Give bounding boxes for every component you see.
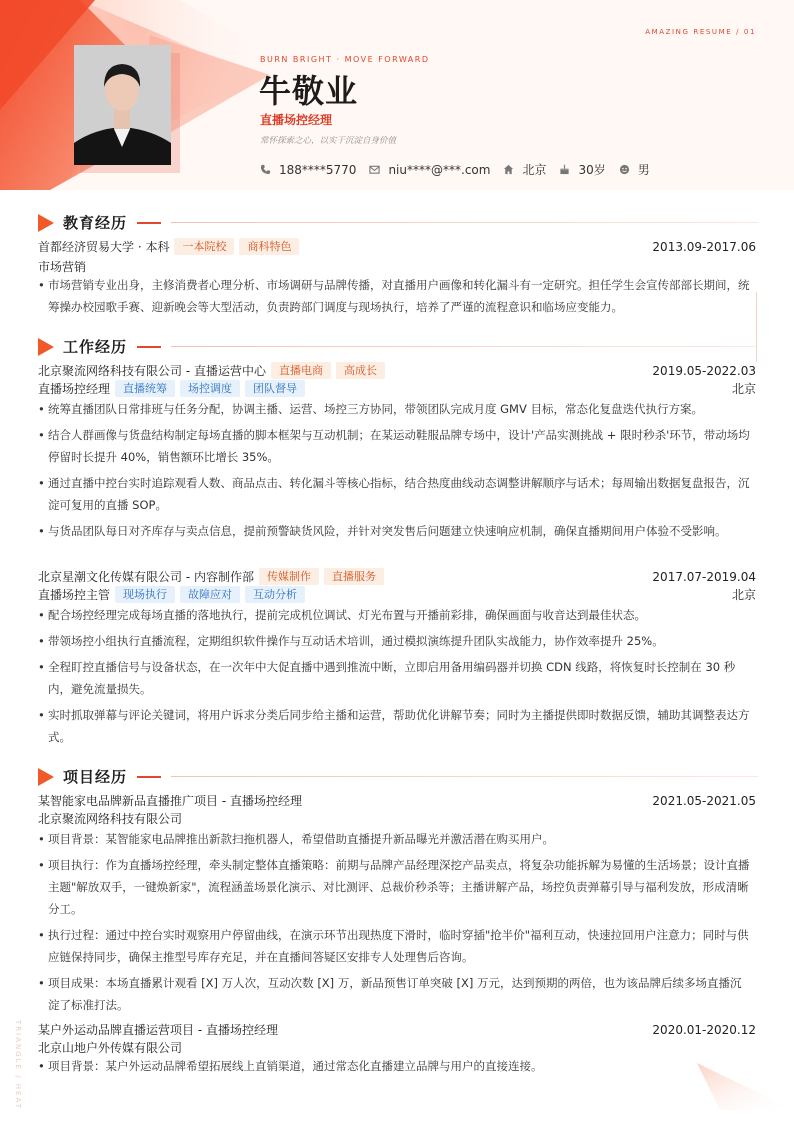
job-location: 北京 — [731, 588, 756, 602]
home-icon — [503, 164, 514, 175]
job-position-row — [38, 586, 756, 603]
job-skill-tag: 互动分析 — [245, 586, 305, 603]
job-position: 直播场控主管 — [38, 588, 111, 602]
project-section-header — [38, 766, 758, 787]
gender-icon — [619, 164, 630, 175]
project-row — [38, 1021, 756, 1038]
contact-phone-text: 188****5770 — [279, 162, 357, 177]
project-bullet: • 项目背景：某户外运动品牌希望拓展线上直销渠道，通过常态化直播建立品牌与用户的直接连接。 — [38, 1055, 750, 1077]
project-org: 北京山地户外传媒有限公司 — [38, 1041, 183, 1055]
job-skill-tag: 直播统筹 — [115, 380, 175, 397]
triangle-icon — [38, 768, 54, 786]
section-dash — [137, 346, 161, 348]
contact-location — [503, 161, 546, 178]
contact-phone — [260, 163, 356, 177]
project-bullet: • 项目执行：作为直播场控经理，牵头制定整体直播策略：前期与品牌产品经理深挖产品卖点，将复杂功能拆解为易懂的生活场景；设计直播主题"解放双手，一键焕新家"，流程涵盖场景化演示、对比测评、总裁价秒杀等；主播讲解产品，场控负责弹幕引导与福利发放，形成清晰分工。 — [38, 854, 750, 920]
contact-email-text: niu****@***.com — [388, 162, 491, 177]
project-bullet: • 执行过程：通过中控台实时观察用户停留曲线，在演示环节出现热度下滑时，临时穿插"抢半价"福利互动，快速拉回用户注意力；同时与供应链保持同步，确保主推型号库存充足，并在直播间答疑区安排专人处理售后咨询。 — [38, 924, 750, 968]
job-bullet: • 带领场控小组执行直播流程，定期组织软件操作与互动话术培训，通过模拟演练提升团队实战能力，协作效率提升 25%。 — [38, 630, 750, 652]
project-date: 2021.05-2021.05 — [652, 793, 756, 808]
job-bullet: • 与货品团队每日对齐库存与卖点信息，提前预警缺货风险，并针对突发售后问题建立快速响应机制，确保直播期间用户体验不受影响。 — [38, 520, 750, 542]
education-row — [38, 238, 756, 255]
job-bullet: • 统筹直播团队日常排班与任务分配，协调主播、运营、场控三方协同，带领团队完成月度 GMV 目标，常态化复盘迭代执行方案。 — [38, 398, 750, 420]
education-tag: 一本院校 — [174, 238, 234, 255]
job-bullet: • 配合场控经理完成每场直播的落地执行，提前完成机位调试、灯光布置与开播前彩排，确保画面与收音达到最佳状态。 — [38, 604, 750, 626]
job-bullet: • 结合人群画像与货盘结构制定每场直播的脚本框架与互动机制；在某运动鞋服品牌专场中，设计'产品实测挑战 + 限时秒杀'环节，带动场均停留时长提升 40%，销售额环比增长 35%。 — [38, 424, 750, 468]
section-rule — [171, 222, 758, 223]
candidate-motto: 常怀探索之心，以实干沉淀自身价值 — [260, 136, 397, 146]
education-major: 市场营销 — [38, 260, 87, 274]
header-slogan: BURN BRIGHT · MOVE FORWARD — [260, 55, 430, 64]
work-section-header — [38, 336, 758, 357]
project-bullet: • 项目成果：本场直播累计观看 [X] 万人次，互动次数 [X] 万，新品预售订单突破 [X] 万元，达到预期的两倍，也为该品牌后续多场直播沉淀了标准打法。 — [38, 972, 750, 1016]
phone-icon — [260, 164, 271, 175]
job-skill-tag: 故障应对 — [180, 586, 240, 603]
contact-email — [369, 163, 490, 177]
side-watermark-text: TRIANGLE / HEAT — [14, 1020, 22, 1110]
job-date: 2019.05-2022.03 — [652, 363, 756, 378]
project-org: 北京聚流网络科技有限公司 — [38, 812, 183, 826]
section-rule — [171, 346, 758, 347]
job-bullet: • 通过直播中控台实时追踪观看人数、商品点击、转化漏斗等核心指标，结合热度曲线动态调整讲解顺序与话术；每周输出数据复盘报告，沉淀可复用的直播 SOP。 — [38, 472, 750, 516]
contact-age-text: 30岁 — [578, 163, 606, 177]
job-location: 北京 — [731, 382, 756, 396]
job-company: 北京星潮文化传媒有限公司 - 内容制作部 — [38, 570, 254, 584]
job-company: 北京聚流网络科技有限公司 - 直播运营中心 — [38, 364, 266, 378]
section-dash — [137, 776, 161, 778]
section-dash — [137, 222, 161, 224]
education-tag: 商科特色 — [239, 238, 299, 255]
education-section-title: 教育经历 — [63, 214, 128, 232]
section-rule — [171, 776, 758, 777]
project-section-title: 项目经历 — [63, 768, 128, 786]
mail-icon — [369, 164, 380, 175]
contact-gender-text: 男 — [637, 163, 650, 177]
job-skill-tag: 团队督导 — [245, 380, 305, 397]
job-position-row — [38, 380, 756, 397]
job-company-row — [38, 568, 756, 585]
project-row — [38, 792, 756, 809]
job-skill-tag: 场控调度 — [180, 380, 240, 397]
contact-list — [260, 161, 663, 178]
triangle-icon — [38, 338, 54, 356]
education-section-header — [38, 212, 758, 233]
triangle-icon — [38, 214, 54, 232]
job-bullet: • 实时抓取弹幕与评论关键词，将用户诉求分类后同步给主播和运营，帮助优化讲解节奏；同时为主播提供即时数据反馈，辅助其调整表达方式。 — [38, 704, 750, 748]
job-company-row — [38, 362, 756, 379]
project-name: 某户外运动品牌直播运营项目 - 直播场控经理 — [38, 1023, 278, 1037]
contact-gender — [619, 161, 650, 178]
project-bullet: • 项目背景：某智能家电品牌推出新款扫拖机器人，希望借助直播提升新品曝光并激活潜在购买用户。 — [38, 828, 750, 850]
work-section-title: 工作经历 — [63, 338, 128, 356]
education-date: 2013.09-2017.06 — [652, 239, 756, 254]
education-bullet: • 市场营销专业出身，主修消费者心理分析、市场调研与品牌传播，对直播用户画像和转化漏斗有一定研究。担任学生会宣传部部长期间，统筹操办校园歌手赛、迎新晚会等大型活动，负责跨部门调度与现场执行，培养了严谨的流程意识和临场应变能力。 — [38, 274, 750, 318]
job-tag: 直播电商 — [271, 362, 331, 379]
cake-icon — [559, 164, 570, 175]
contact-location-text: 北京 — [522, 163, 547, 177]
corner-tag: AMAZING RESUME / 01 — [645, 28, 756, 36]
contact-age — [559, 161, 605, 178]
avatar — [74, 45, 171, 165]
education-school: 首都经济贸易大学 · 本科 — [38, 240, 170, 254]
candidate-name: 牛敬业 — [259, 72, 359, 110]
job-tag: 高成长 — [336, 362, 385, 379]
job-bullet: • 全程盯控直播信号与设备状态，在一次年中大促直播中遇到推流中断，立即启用备用编码器并切换 CDN 线路，将恢复时长控制在 30 秒内，避免流量损失。 — [38, 656, 750, 700]
project-name: 某智能家电品牌新品直播推广项目 - 直播场控经理 — [38, 794, 302, 808]
job-position: 直播场控经理 — [38, 382, 111, 396]
job-tag: 传媒制作 — [259, 568, 319, 585]
job-date: 2017.07-2019.04 — [652, 569, 756, 584]
project-date: 2020.01-2020.12 — [652, 1022, 756, 1037]
job-tag: 直播服务 — [324, 568, 384, 585]
candidate-role: 直播场控经理 — [260, 113, 333, 127]
job-skill-tag: 现场执行 — [115, 586, 175, 603]
